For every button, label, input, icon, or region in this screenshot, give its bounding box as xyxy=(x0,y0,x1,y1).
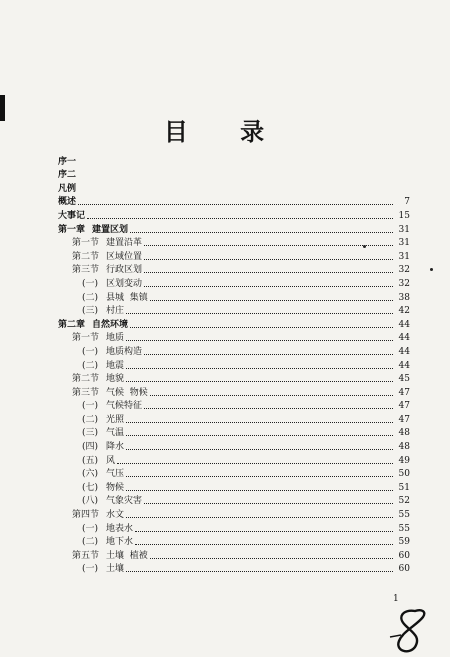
toc-entry-number: (四) xyxy=(82,442,99,453)
toc-entry-number: (二) xyxy=(82,537,99,548)
toc-entry-title: 区域位置 xyxy=(106,251,143,262)
toc-entry xyxy=(58,479,410,493)
toc-page-number: 50 xyxy=(398,469,410,480)
toc-entry-title: 光照 xyxy=(106,414,125,425)
toc-entry xyxy=(58,303,410,317)
toc-entry xyxy=(58,466,410,480)
toc-entry xyxy=(58,248,410,262)
toc-page-number: 52 xyxy=(398,496,410,507)
toc-entry xyxy=(58,316,410,330)
toc-entry-number: 第二节 xyxy=(72,251,100,262)
toc-page-number: 55 xyxy=(398,510,410,521)
toc-entry xyxy=(58,235,410,249)
toc-entry-title: 地下水 xyxy=(106,537,134,548)
toc-page-number: 31 xyxy=(398,224,410,235)
toc-entry-title: 气温 xyxy=(106,428,125,439)
toc-page-number: 7 xyxy=(404,197,410,208)
toc-entry-title: 气象灾害 xyxy=(106,496,143,507)
table-of-contents xyxy=(58,153,410,574)
toc-leader-dots xyxy=(144,271,393,273)
toc-entry-number: (一) xyxy=(82,564,99,575)
toc-entry xyxy=(58,452,410,466)
toc-entry-title: 序二 xyxy=(58,170,77,181)
toc-leader-dots xyxy=(144,407,393,409)
toc-leader-dots xyxy=(87,217,393,219)
toc-page-number: 47 xyxy=(398,401,410,412)
toc-entry xyxy=(58,384,410,398)
toc-entry-number: 第三节 xyxy=(72,387,100,398)
toc-entry-title: 概述 xyxy=(58,197,77,208)
toc-entry-title: 气压 xyxy=(106,469,125,480)
toc-page-number: 48 xyxy=(398,442,410,453)
toc-leader-dots xyxy=(130,231,393,233)
toc-page-number: 32 xyxy=(398,278,410,289)
toc-entry-number: (一) xyxy=(82,346,99,357)
toc-entry-number: 第五节 xyxy=(72,550,100,561)
toc-page-number: 51 xyxy=(398,482,410,493)
toc-page-number: 44 xyxy=(398,319,410,330)
page-title: 目 录 xyxy=(163,117,287,146)
toc-entry xyxy=(58,153,410,167)
toc-page-number: 32 xyxy=(398,265,410,276)
toc-page-number: 31 xyxy=(398,251,410,262)
toc-entry-title: 气候 物候 xyxy=(106,387,148,398)
toc-entry-title: 序一 xyxy=(58,156,77,167)
toc-leader-dots xyxy=(117,462,393,464)
toc-entry xyxy=(58,561,410,575)
toc-entry-title: 地貌 xyxy=(106,374,125,385)
toc-entry xyxy=(58,180,410,194)
toc-leader-dots xyxy=(126,570,393,572)
toc-page-number: 47 xyxy=(398,414,410,425)
toc-leader-dots xyxy=(126,475,393,477)
toc-leader-dots xyxy=(150,394,393,396)
toc-leader-dots xyxy=(144,353,393,355)
toc-entry xyxy=(58,506,410,520)
toc-entry-title: 地表水 xyxy=(106,523,134,534)
scan-speck xyxy=(430,268,433,271)
toc-entry xyxy=(58,194,410,208)
toc-entry-title: 行政区划 xyxy=(106,265,143,276)
toc-page-number: 47 xyxy=(398,387,410,398)
toc-page-number: 45 xyxy=(398,374,410,385)
toc-page-number: 55 xyxy=(398,523,410,534)
toc-entry-title: 建置区划 xyxy=(92,224,129,235)
toc-leader-dots xyxy=(144,502,393,504)
toc-page-number: 48 xyxy=(398,428,410,439)
toc-entry-title: 地质构造 xyxy=(106,346,143,357)
toc-entry-title: 村庄 xyxy=(106,306,125,317)
toc-entry-number: 第三节 xyxy=(72,265,100,276)
toc-entry-number: 第一章 xyxy=(58,224,86,235)
toc-page-number: 60 xyxy=(398,564,410,575)
toc-leader-dots xyxy=(126,339,393,341)
toc-leader-dots xyxy=(135,543,393,545)
toc-entry-number: (五) xyxy=(82,455,99,466)
toc-entry-number: 第一节 xyxy=(72,238,100,249)
toc-entry-number: (三) xyxy=(82,428,99,439)
toc-entry-title: 县城 集镇 xyxy=(106,292,148,303)
toc-leader-dots xyxy=(126,516,393,518)
toc-leader-dots xyxy=(130,326,393,328)
toc-page-number: 44 xyxy=(398,360,410,371)
page-number: 1 xyxy=(393,594,399,604)
toc-page-number: 59 xyxy=(398,537,410,548)
toc-entry xyxy=(58,343,410,357)
toc-leader-dots xyxy=(135,530,393,532)
toc-page-number: 15 xyxy=(398,210,410,221)
toc-entry-title: 土壤 xyxy=(106,564,125,575)
toc-entry-number: (八) xyxy=(82,496,99,507)
toc-entry xyxy=(58,357,410,371)
toc-entry-number: (三) xyxy=(82,306,99,317)
toc-entry xyxy=(58,493,410,507)
toc-entry-title: 自然环境 xyxy=(92,319,129,330)
toc-entry xyxy=(58,167,410,181)
toc-entry xyxy=(58,262,410,276)
toc-page-number: 44 xyxy=(398,346,410,357)
toc-entry-number: 第二章 xyxy=(58,319,86,330)
toc-entry xyxy=(58,330,410,344)
toc-entry xyxy=(58,425,410,439)
toc-entry-number: (二) xyxy=(82,292,99,303)
toc-entry-number: (七) xyxy=(82,482,99,493)
toc-entry xyxy=(58,520,410,534)
handwritten-number-mark xyxy=(385,607,443,655)
toc-leader-dots xyxy=(150,557,393,559)
toc-entry-title: 地震 xyxy=(106,360,125,371)
toc-entry-number: (六) xyxy=(82,469,99,480)
toc-entry-number: (一) xyxy=(82,278,99,289)
toc-leader-dots xyxy=(126,434,393,436)
toc-entry-title: 地质 xyxy=(106,333,125,344)
toc-page-number: 44 xyxy=(398,333,410,344)
toc-entry xyxy=(58,289,410,303)
toc-entry-title: 凡例 xyxy=(58,183,77,194)
toc-page-number: 49 xyxy=(398,455,410,466)
toc-leader-dots xyxy=(126,448,393,450)
toc-leader-dots xyxy=(126,312,393,314)
toc-entry xyxy=(58,371,410,385)
toc-entry xyxy=(58,221,410,235)
toc-entry-number: 第一节 xyxy=(72,333,100,344)
toc-entry-number: (一) xyxy=(82,401,99,412)
toc-entry-title: 气候特征 xyxy=(106,401,143,412)
toc-entry-number: (二) xyxy=(82,414,99,425)
toc-entry-title: 物候 xyxy=(106,482,125,493)
toc-entry-title: 土壤 植被 xyxy=(106,550,148,561)
toc-entry-number: (二) xyxy=(82,360,99,371)
toc-page-number: 42 xyxy=(398,306,410,317)
toc-entry-number: 第四节 xyxy=(72,510,100,521)
toc-entry-number: (一) xyxy=(82,523,99,534)
toc-entry-number: 第二节 xyxy=(72,374,100,385)
toc-leader-dots xyxy=(144,258,393,260)
toc-leader-dots xyxy=(126,367,393,369)
toc-page-number: 38 xyxy=(398,292,410,303)
toc-entry-title: 风 xyxy=(106,455,116,466)
toc-entry-title: 大事记 xyxy=(58,210,86,221)
toc-leader-dots xyxy=(144,285,393,287)
toc-entry xyxy=(58,207,410,221)
toc-entry xyxy=(58,438,410,452)
toc-entry-title: 区划变动 xyxy=(106,278,143,289)
toc-page-number: 31 xyxy=(398,238,410,249)
toc-entry xyxy=(58,547,410,561)
toc-entry-title: 水文 xyxy=(106,510,125,521)
toc-leader-dots xyxy=(126,380,393,382)
toc-leader-dots xyxy=(150,299,393,301)
toc-entry-title: 建置沿革 xyxy=(106,238,143,249)
toc-leader-dots xyxy=(78,203,393,205)
toc-page-number: 60 xyxy=(398,550,410,561)
toc-leader-dots xyxy=(126,421,393,423)
toc-leader-dots xyxy=(126,489,393,491)
toc-entry xyxy=(58,534,410,548)
toc-entry xyxy=(58,275,410,289)
toc-leader-dots xyxy=(144,244,393,246)
toc-entry-title: 降水 xyxy=(106,442,125,453)
toc-entry xyxy=(58,411,410,425)
toc-entry xyxy=(58,398,410,412)
